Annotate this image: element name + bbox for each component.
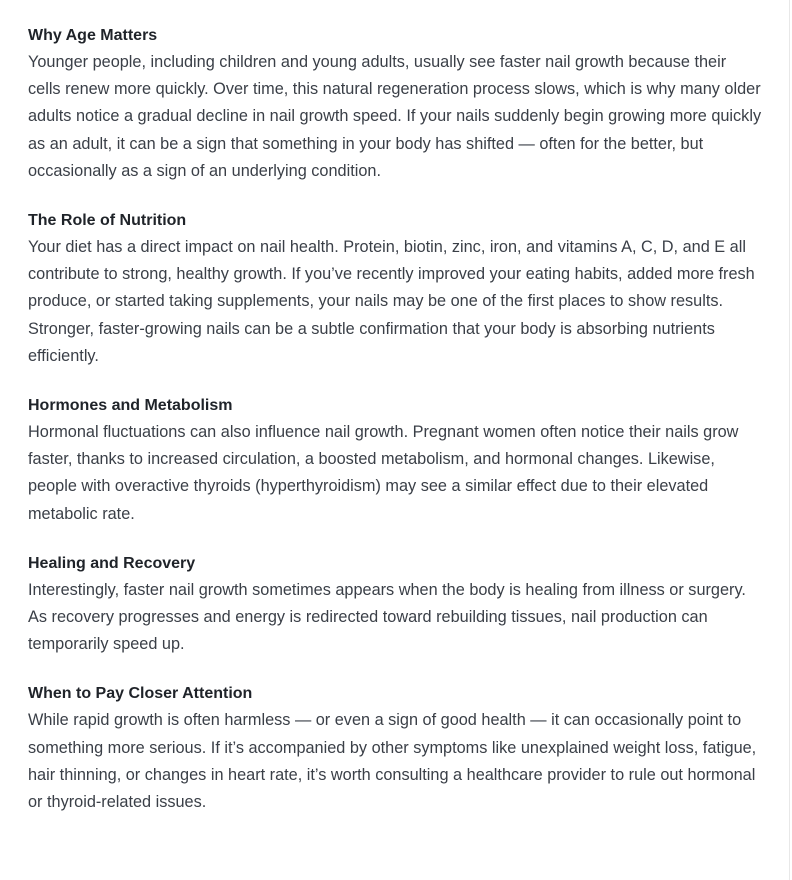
section-paragraph: Younger people, including children and young adults, usually see faster nail growth because their cells renew more quickly. Over time, this natural regeneration process slows, which is why many older adults notice a gradual decline in nail growth speed. If your nails suddenly begin growing more quickly as an adult, it can be a sign that something in your body has shifted — often for the better, but occasionally as a sign of an underlying condition. xyxy=(28,53,762,180)
section-role-of-nutrition xyxy=(28,207,763,370)
section-heading: When to Pay Closer Attention xyxy=(28,685,253,703)
section-when-to-pay-closer-attention xyxy=(28,680,763,816)
section-paragraph: Hormonal fluctuations can also influence nail growth. Pregnant women often notice their nails grow faster, thanks to increased circulation, a boosted metabolism, and hormonal changes. Likewise, people with overactive thyroids (hyperthyroidism) may see a similar effect due to their elevated metabolic rate. xyxy=(28,423,739,523)
section-why-age-matters xyxy=(28,22,763,185)
section-paragraph: Interestingly, faster nail growth sometimes appears when the body is healing from illness or surgery. As recovery progresses and energy is redirected toward rebuilding tissues, nail production can temporarily speed up. xyxy=(28,580,746,654)
section-paragraph: Your diet has a direct impact on nail health. Protein, biotin, zinc, iron, and vitamins A, C, D, and E all contribute to strong, healthy growth. If you’ve recently improved your eating habits, added more fresh produce, or started taking supplements, your nails may be one of the first places to show results. Stronger, faster-growing nails can be a subtle confirmation that your body is absorbing nutrients efficiently. xyxy=(28,238,755,365)
section-heading: Hormones and Metabolism xyxy=(28,397,233,415)
article-body xyxy=(28,22,763,838)
section-hormones-and-metabolism xyxy=(28,392,763,528)
content-edge-divider xyxy=(789,0,790,880)
section-heading: Why Age Matters xyxy=(28,27,158,44)
section-heading: The Role of Nutrition xyxy=(28,212,187,230)
section-healing-and-recovery xyxy=(28,550,763,659)
section-heading: Healing and Recovery xyxy=(28,554,196,572)
section-paragraph: While rapid growth is often harmless — or even a sign of good health — it can occasionally point to something more serious. If it’s accompanied by other symptoms like unexplained weight loss, fatigue, hair thinning, or changes in heart rate, it’s worth consulting a healthcare provider to rule out hormonal or thyroid-related issues. xyxy=(28,711,757,812)
